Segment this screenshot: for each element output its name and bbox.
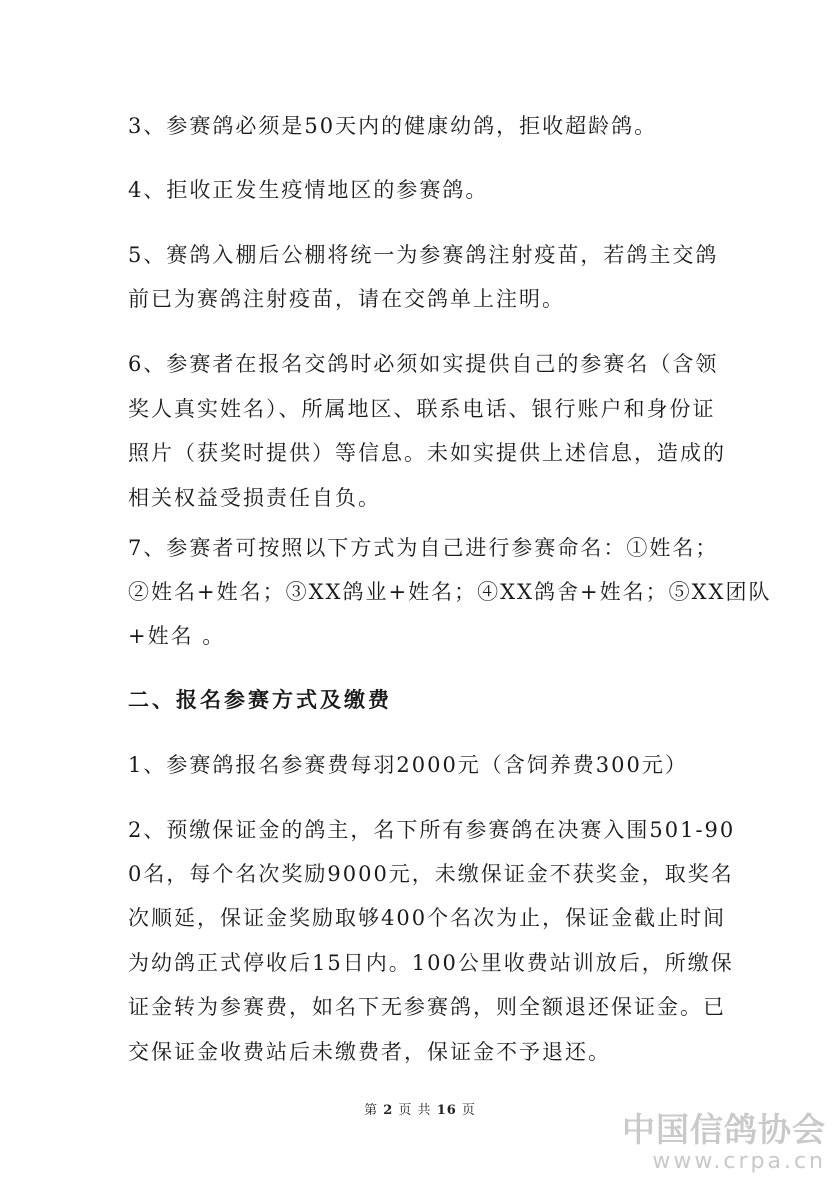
text-line: 4、拒收正发生疫情地区的参赛鸽。 xyxy=(128,178,489,202)
watermark-title: 中国信鸽协会 xyxy=(622,1110,826,1149)
text-line: ②姓名+姓名；③XX鸽业+姓名；④XX鸽舍+姓名；⑤XX团队 xyxy=(128,580,772,604)
text-line: 交保证金收费站后未缴费者，保证金不予退还。 xyxy=(128,1040,611,1064)
text-line: 3、参赛鸽必须是50天内的健康幼鸽，拒收超龄鸽。 xyxy=(128,114,658,138)
text-line: 照片（获奖时提供）等信息。未如实提供上述信息，造成的 xyxy=(128,441,726,465)
footer-prefix: 第 xyxy=(364,1103,379,1118)
text-line: 为幼鸽正式停收后15日内。100公里收费站训放后，所缴保 xyxy=(128,951,734,975)
watermark xyxy=(606,1112,826,1176)
text-line: 次顺延，保证金奖励取够400个名次为止，保证金截止时间 xyxy=(128,906,727,930)
text-line: 奖人真实姓名）、所属地区、联系电话、银行账户和身份证 xyxy=(128,397,716,421)
footer-middle: 页 共 xyxy=(398,1103,432,1118)
footer-suffix: 页 xyxy=(461,1103,476,1118)
text-line: 证金转为参赛费，如名下无参赛鸽，则全额退还保证金。已 xyxy=(128,995,726,1019)
total-pages-number: 16 xyxy=(436,1103,457,1118)
section-heading: 二、报名参赛方式及缴费 xyxy=(128,687,392,712)
text-line: 6、参赛者在报名交鸽时必须如实提供自己的参赛名（含领 xyxy=(128,352,719,376)
text-line: 相关权益受损责任自负。 xyxy=(128,486,381,510)
text-line: 1、参赛鸽报名参赛费每羽2000元（含饲养费300元） xyxy=(128,753,688,777)
text-line: 5、赛鸽入棚后公棚将统一为参赛鸽注射疫苗，若鸽主交鸽 xyxy=(128,243,719,267)
text-line: 0名，每个名次奖励9000元，未缴保证金不获奖金，取奖名 xyxy=(128,862,734,886)
text-line: 前已为赛鸽注射疫苗，请在交鸽单上注明。 xyxy=(128,287,565,311)
text-line: 2、预缴保证金的鸽主，名下所有参赛鸽在决赛入围501-90 xyxy=(128,818,736,842)
watermark-url: www.crpa.cn xyxy=(652,1149,826,1174)
text-line: 7、参赛者可按照以下方式为自己进行参赛命名：①姓名； xyxy=(128,536,719,560)
current-page-number: 2 xyxy=(383,1103,394,1118)
text-line: +姓名 。 xyxy=(128,624,226,648)
